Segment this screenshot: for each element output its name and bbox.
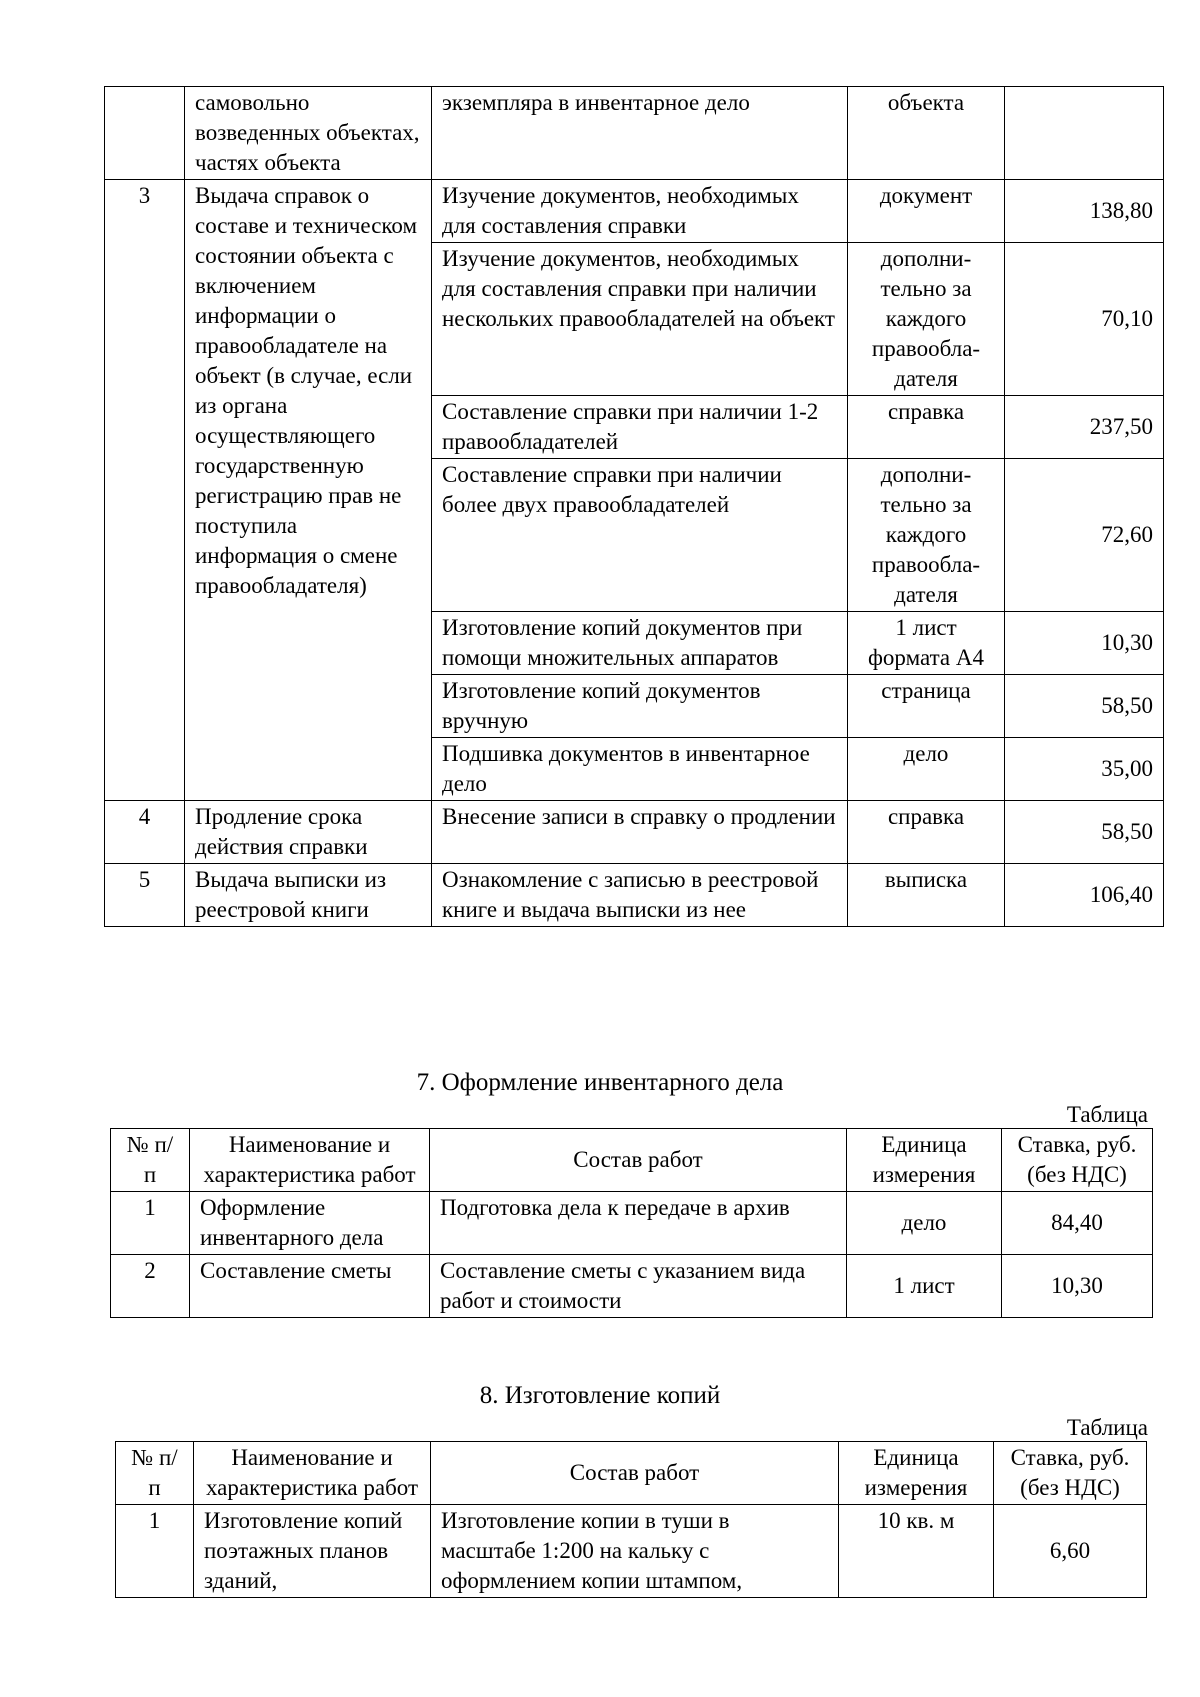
rate: 58,50 <box>1005 675 1164 738</box>
work-composition: Подшивка документов в инвентарное дело <box>432 738 848 801</box>
unit: дополни- тельно за каждого правообла- дателя <box>848 243 1005 396</box>
rate: 10,30 <box>1002 1255 1153 1318</box>
rate: 138,80 <box>1005 180 1164 243</box>
header-unit: Единица измерения <box>847 1129 1002 1192</box>
header-work: Состав работ <box>431 1442 839 1505</box>
rate: 72,60 <box>1005 459 1164 612</box>
work-name: Выдача выписки из реестровой книги <box>185 864 432 927</box>
work-composition: Изготовление копий документов при помощи множительных аппаратов <box>432 612 848 675</box>
unit: 1 лист <box>847 1255 1002 1318</box>
work-composition: Изготовление копии в туши в масштабе 1:200 на кальку с оформлением копии штампом, <box>431 1505 839 1598</box>
header-name: Наименование и характеристика работ <box>194 1442 431 1505</box>
rate: 237,50 <box>1005 396 1164 459</box>
rate: 84,40 <box>1002 1192 1153 1255</box>
row-number: 1 <box>116 1505 194 1598</box>
work-composition: Внесение записи в справку о продлении <box>432 801 848 864</box>
header-work: Состав работ <box>430 1129 847 1192</box>
header-unit: Единица измерения <box>839 1442 994 1505</box>
table-row <box>105 180 1164 243</box>
unit: страница <box>848 675 1005 738</box>
unit: дополни- тельно за каждого правообла- дателя <box>848 459 1005 612</box>
header-rate: Ставка, руб. (без НДС) <box>994 1442 1147 1505</box>
unit: справка <box>848 801 1005 864</box>
table-row <box>111 1255 1153 1318</box>
work-composition: Изучение документов, необходимых для составления справки при наличии нескольких правообладателей на объект <box>432 243 848 396</box>
table-row <box>105 864 1164 927</box>
table-row <box>116 1505 1147 1598</box>
unit: объекта <box>848 87 1005 180</box>
row-number: 4 <box>105 801 185 864</box>
unit: 10 кв. м <box>839 1505 994 1598</box>
unit: 1 лист формата А4 <box>848 612 1005 675</box>
row-number <box>105 87 185 180</box>
rate: 10,30 <box>1005 612 1164 675</box>
work-name: самовольно возведенных объектах, частях объекта <box>185 87 432 180</box>
inventory-file-table <box>110 1128 1153 1318</box>
rate <box>1005 87 1164 180</box>
table-row <box>105 87 1164 180</box>
work-name: Выдача справок о составе и техническом состоянии объекта с включением информации о правообладателе на объект (в случае, если из органа осуществляющего государственную регистрацию прав не поступила информация о смене правообладателя) <box>185 180 432 801</box>
work-composition: Изучение документов, необходимых для составления справки <box>432 180 848 243</box>
row-number: 5 <box>105 864 185 927</box>
work-composition: Изготовление копий документов вручную <box>432 675 848 738</box>
header-rate: Ставка, руб. (без НДС) <box>1002 1129 1153 1192</box>
unit: дело <box>847 1192 1002 1255</box>
table-row <box>111 1192 1153 1255</box>
row-number: 2 <box>111 1255 190 1318</box>
header-num: № п/п <box>111 1129 190 1192</box>
work-name: Изготовление копий поэтажных планов зданий, <box>194 1505 431 1598</box>
work-composition: Составление сметы с указанием вида работ и стоимости <box>430 1255 847 1318</box>
table-label: Таблица <box>1066 1102 1148 1127</box>
work-composition: Составление справки при наличии более двух правообладателей <box>432 459 848 612</box>
rate: 70,10 <box>1005 243 1164 396</box>
work-composition: Составление справки при наличии 1-2 правообладателей <box>432 396 848 459</box>
section-title: 7. Оформление инвентарного дела <box>416 1069 784 1096</box>
rate: 106,40 <box>1005 864 1164 927</box>
header-name: Наименование и характеристика работ <box>190 1129 430 1192</box>
work-name: Составление сметы <box>190 1255 430 1318</box>
rate: 6,60 <box>994 1505 1147 1598</box>
work-composition: Ознакомление с записью в реестровой книге и выдача выписки из нее <box>432 864 848 927</box>
row-number: 3 <box>105 180 185 801</box>
work-name: Продление срока действия справки <box>185 801 432 864</box>
unit: дело <box>848 738 1005 801</box>
header-num: № п/п <box>116 1442 194 1505</box>
table-header-row <box>116 1442 1147 1505</box>
section-title: 8. Изготовление копий <box>479 1382 721 1409</box>
unit: документ <box>848 180 1005 243</box>
unit: справка <box>848 396 1005 459</box>
table-row <box>105 801 1164 864</box>
table-label: Таблица <box>1066 1415 1148 1440</box>
rate: 58,50 <box>1005 801 1164 864</box>
copies-table <box>115 1441 1147 1598</box>
table-header-row <box>111 1129 1153 1192</box>
unit: выписка <box>848 864 1005 927</box>
row-number: 1 <box>111 1192 190 1255</box>
work-name: Оформление инвентарного дела <box>190 1192 430 1255</box>
rate: 35,00 <box>1005 738 1164 801</box>
work-composition: Подготовка дела к передаче в архив <box>430 1192 847 1255</box>
services-table-continued <box>104 86 1164 927</box>
work-composition: экземпляра в инвентарное дело <box>432 87 848 180</box>
